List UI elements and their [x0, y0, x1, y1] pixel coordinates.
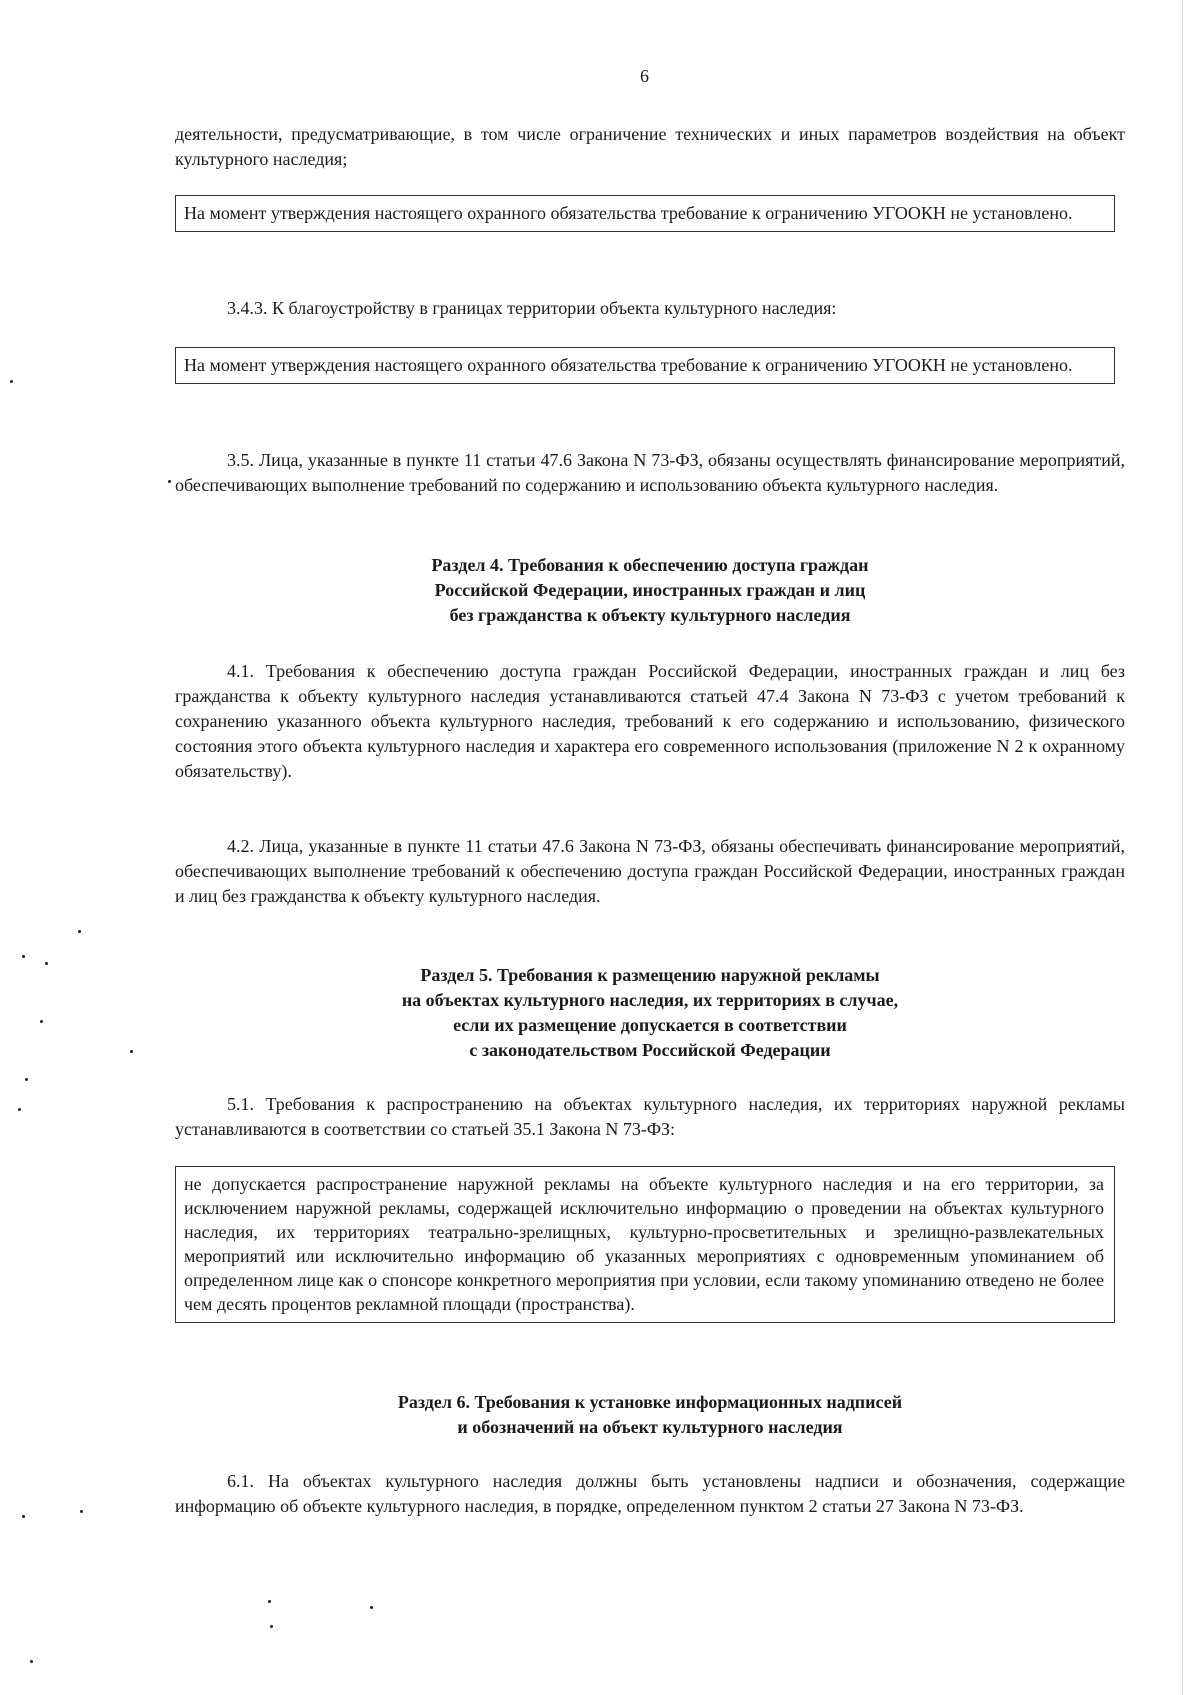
scan-speck: [168, 480, 171, 483]
scan-speck: [268, 1600, 271, 1603]
section-4-heading-line: Российской Федерации, иностранных граждан и лиц: [434, 580, 866, 600]
section-4-heading: [175, 553, 1125, 628]
section-5-heading-line: если их размещение допускается в соответствии: [453, 1015, 847, 1035]
scan-speck: [370, 1606, 373, 1609]
paragraph-3-4-3: 3.4.3. К благоустройству в границах территории объекта культурного наследия:: [227, 298, 837, 318]
scan-speck: [45, 962, 48, 965]
scan-speck: [25, 1078, 28, 1081]
section-5-heading-line: с законодательством Российской Федерации: [469, 1040, 831, 1060]
requirement-box-2: На момент утверждения настоящего охранного обязательства требование к ограничению УГООКН не установлено.: [175, 347, 1115, 384]
section-5-heading: [175, 963, 1125, 1063]
scan-speck: [80, 1510, 83, 1513]
requirement-box-3: не допускается распространение наружной рекламы на объекте культурного наследия и на его территории, за исключением наружной рекламы, содержащей исключительно информацию о проведении на объектах культурного наследия, их территориях театрально-зрелищных, культурно-просветительных и зрелищно-развлекательных мероприятий или исключительно информацию об указанных мероприятиях с одновременным упоминанием об определенном лице как о спонсоре конкретного мероприятия при условии, если такому упоминанию отведено не более чем десять процентов рекламной площади (пространства).: [175, 1166, 1115, 1323]
scan-speck: [78, 930, 81, 933]
paragraph-6-1: 6.1. На объектах культурного наследия должны быть установлены надписи и обозначения, содержащие информацию об объекте культурного наследия, в порядке, определенном пунктом 2 статьи 27 Закона N 73-ФЗ.: [175, 1471, 1125, 1516]
scan-speck: [22, 1515, 25, 1518]
page-edge: [1182, 0, 1183, 1695]
scan-speck: [22, 955, 25, 958]
section-4-heading-line: без гражданства к объекту культурного наследия: [449, 605, 851, 625]
scan-speck: [270, 1625, 273, 1628]
requirement-box-1: На момент утверждения настоящего охранного обязательства требование к ограничению УГООКН не установлено.: [175, 195, 1115, 232]
scan-speck: [10, 380, 13, 383]
page-number: 6: [640, 66, 649, 86]
section-5-heading-line: на объектах культурного наследия, их территориях в случае,: [401, 990, 899, 1010]
section-6-heading: [175, 1390, 1125, 1440]
section-6-heading-line: Раздел 6. Требования к установке информационных надписей: [397, 1392, 903, 1412]
scan-speck: [130, 1050, 133, 1053]
section-5-heading-line: Раздел 5. Требования к размещению наружной рекламы: [420, 965, 880, 985]
scan-speck: [30, 1660, 33, 1663]
scan-speck: [18, 1108, 21, 1111]
section-6-heading-line: и обозначений на объект культурного наследия: [457, 1417, 843, 1437]
scan-speck: [40, 1020, 43, 1023]
paragraph-4-2: 4.2. Лица, указанные в пункте 11 статьи 47.6 Закона N 73-ФЗ, обязаны обеспечивать финансирование мероприятий, обеспечивающих выполнение требований к обеспечению доступа граждан Российской Федерации, иностранных граждан и лиц без гражданства к объекту культурного наследия.: [175, 836, 1125, 906]
section-4-heading-line: Раздел 4. Требования к обеспечению доступа граждан: [431, 555, 869, 575]
intro-paragraph: деятельности, предусматривающие, в том числе ограничение технических и иных параметров воздействия на объект культурного наследия;: [175, 124, 1125, 169]
paragraph-5-1: 5.1. Требования к распространению на объектах культурного наследия, их территориях наружной рекламы устанавливаются в соответствии со статьей 35.1 Закона N 73-ФЗ:: [175, 1094, 1125, 1139]
paragraph-4-1: 4.1. Требования к обеспечению доступа граждан Российской Федерации, иностранных граждан и лиц без гражданства к объекту культурного наследия устанавливаются статьей 47.4 Закона N 73-ФЗ с учетом требований к сохранению указанного объекта культурного наследия, требований к его содержанию и использованию, физического состояния этого объекта культурного наследия и характера его современного использования (приложение N 2 к охранному обязательству).: [175, 661, 1125, 781]
paragraph-3-5: 3.5. Лица, указанные в пункте 11 статьи 47.6 Закона N 73-ФЗ, обязаны осуществлять финансирование мероприятий, обеспечивающих выполнение требований по содержанию и использованию объекта культурного наследия.: [175, 450, 1125, 495]
